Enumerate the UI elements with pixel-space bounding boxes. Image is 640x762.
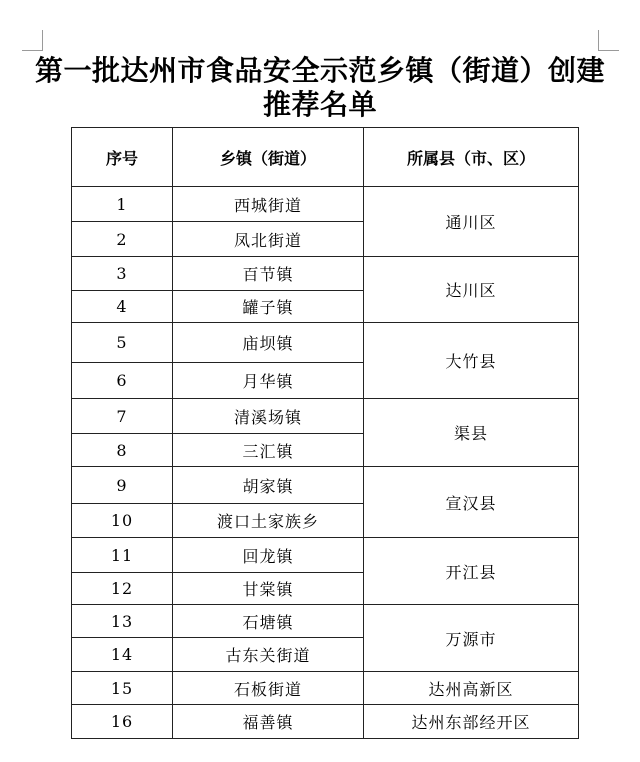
serial-number-cell: 8: [72, 434, 173, 467]
county-cell: 万源市: [364, 605, 579, 672]
town-cell: 甘棠镇: [173, 573, 364, 605]
serial-number-cell: 7: [72, 399, 173, 434]
town-cell: 渡口土家族乡: [173, 504, 364, 538]
table-row: [72, 323, 579, 363]
town-cell: 回龙镇: [173, 538, 364, 573]
serial-number-cell: 14: [72, 638, 173, 672]
serial-number-cell: 12: [72, 573, 173, 605]
document-title-line-1: 第一批达州市食品安全示范乡镇（街道）创建: [34, 54, 605, 87]
town-cell: 古东关街道: [173, 638, 364, 672]
serial-number-cell: 13: [72, 605, 173, 638]
table-row: [72, 257, 579, 291]
serial-number-cell: 2: [72, 222, 173, 257]
table-row: [72, 538, 579, 573]
header-town: 乡镇（街道）: [173, 128, 364, 187]
serial-number-cell: 10: [72, 504, 173, 538]
county-cell: 通川区: [364, 187, 579, 257]
document-title-line-2: 推荐名单: [262, 88, 377, 121]
county-cell: 达川区: [364, 257, 579, 323]
town-cell: 清溪场镇: [173, 399, 364, 434]
table-row: [72, 399, 579, 434]
header-county: 所属县（市、区）: [364, 128, 579, 187]
town-cell: 百节镇: [173, 257, 364, 291]
table-row: [72, 605, 579, 638]
page-corner-mark-right: [598, 30, 619, 51]
table-row: [72, 467, 579, 504]
serial-number-cell: 11: [72, 538, 173, 573]
serial-number-cell: 16: [72, 705, 173, 739]
page-corner-mark-left: [22, 30, 43, 51]
table-row: [72, 705, 579, 739]
county-cell: 开江县: [364, 538, 579, 605]
town-cell: 石塘镇: [173, 605, 364, 638]
serial-number-cell: 5: [72, 323, 173, 363]
table-header-row: [72, 128, 579, 187]
serial-number-cell: 3: [72, 257, 173, 291]
serial-number-cell: 9: [72, 467, 173, 504]
serial-number-cell: 15: [72, 672, 173, 705]
county-cell: 达州高新区: [364, 672, 579, 705]
town-cell: 三汇镇: [173, 434, 364, 467]
serial-number-cell: 6: [72, 363, 173, 399]
town-cell: 月华镇: [173, 363, 364, 399]
serial-number-cell: 4: [72, 291, 173, 323]
town-cell: 福善镇: [173, 705, 364, 739]
town-cell: 凤北街道: [173, 222, 364, 257]
town-cell: 庙坝镇: [173, 323, 364, 363]
town-cell: 胡家镇: [173, 467, 364, 504]
town-cell: 石板街道: [173, 672, 364, 705]
town-cell: 西城街道: [173, 187, 364, 222]
county-cell: 宣汉县: [364, 467, 579, 538]
county-cell: 渠县: [364, 399, 579, 467]
table-row: [72, 187, 579, 222]
town-cell: 罐子镇: [173, 291, 364, 323]
recommendation-table: [71, 127, 579, 739]
table-row: [72, 672, 579, 705]
county-cell: 达州东部经开区: [364, 705, 579, 739]
county-cell: 大竹县: [364, 323, 579, 399]
serial-number-cell: 1: [72, 187, 173, 222]
header-serial-number: 序号: [72, 128, 173, 187]
